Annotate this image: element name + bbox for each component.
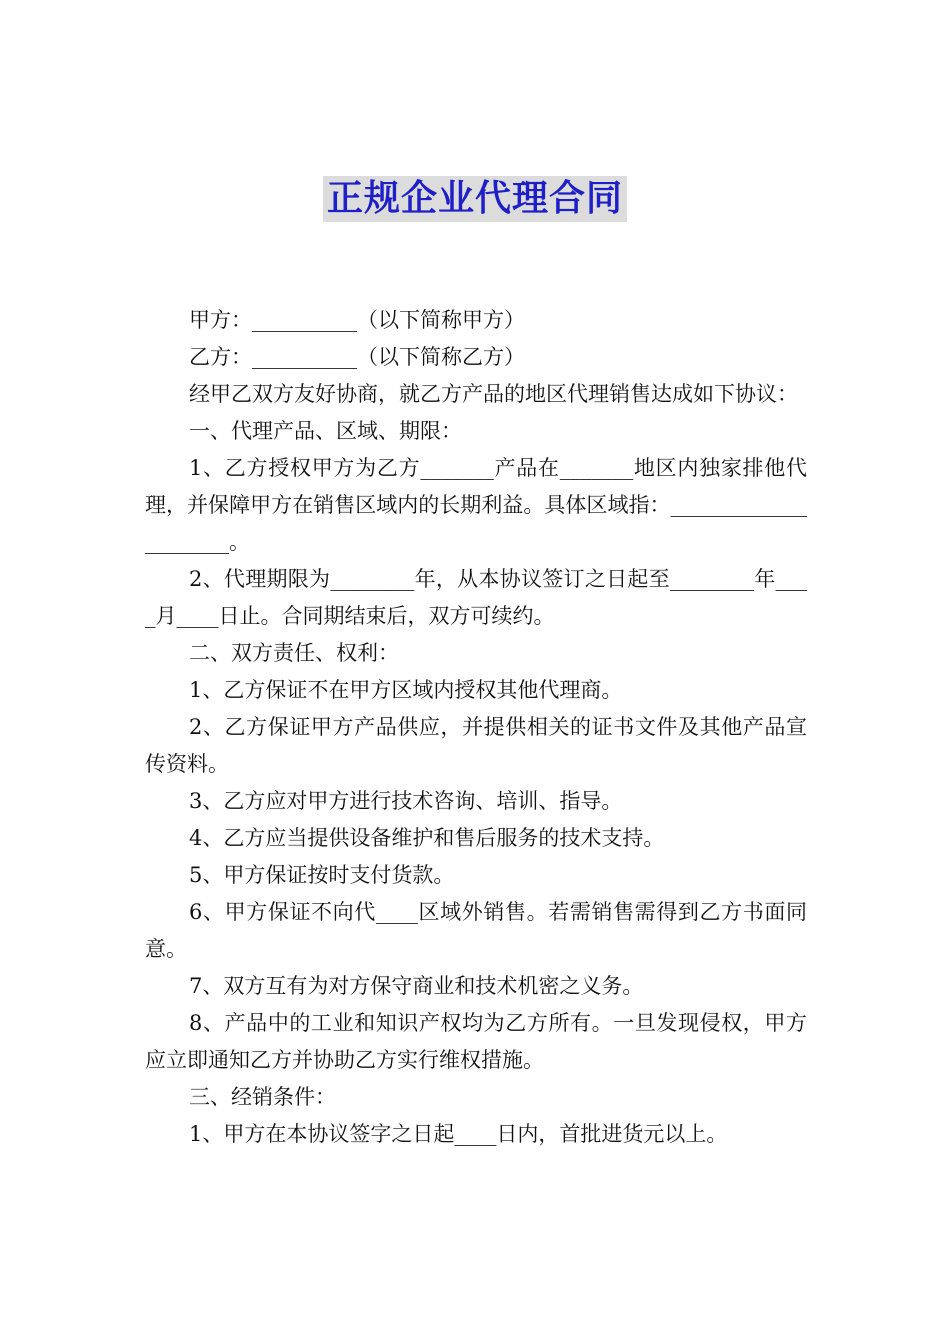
clause-1-2: 2、代理期限为________年，从本协议签订之日起至________年____月____日止。合同期结束后，双方可续约。 <box>145 567 807 628</box>
document-title: 正规企业代理合同 <box>323 176 627 222</box>
clause-3-1: 1、甲方在本协议签字之日起____日内，首批进货元以上。 <box>189 1122 728 1146</box>
clause-2-6: 6、甲方保证不向代____区域外销售。若需销售需得到乙方书面同意。 <box>145 900 807 961</box>
clause-2-8: 8、产品中的工业和知识产权均为乙方所有。一旦发现侵权，甲方应立即通知乙方并协助乙方实行维权措施。 <box>145 1011 807 1072</box>
clause-2-7: 7、双方互有为对方保守商业和技术机密之义务。 <box>189 974 644 998</box>
clause-2-3: 3、乙方应对甲方进行技术咨询、培训、指导。 <box>189 789 623 813</box>
party-a-line: 甲方：__________（以下简称甲方） <box>189 308 525 332</box>
document-body <box>145 302 807 1153</box>
party-b-line: 乙方：__________（以下简称乙方） <box>189 345 525 369</box>
clause-2-5: 5、甲方保证按时支付货款。 <box>189 863 455 887</box>
clause-2-2: 2、乙方保证甲方产品供应，并提供相关的证书文件及其他产品宣传资料。 <box>145 715 807 776</box>
clause-1-1: 1、乙方授权甲方为乙方_______产品在_______地区内独家排他代理，并保障甲方在销售区域内的长期利益。具体区域指：_____________________。 <box>145 456 807 554</box>
title-wrapper <box>0 176 950 222</box>
section-heading-2: 二、双方责任、权利： <box>189 641 399 665</box>
clause-2-1: 1、乙方保证不在甲方区域内授权其他代理商。 <box>189 678 623 702</box>
section-heading-1: 一、代理产品、区域、期限： <box>189 419 462 443</box>
clause-2-4: 4、乙方应当提供设备维护和售后服务的技术支持。 <box>189 826 665 850</box>
section-heading-3: 三、经销条件： <box>189 1085 336 1109</box>
preamble-paragraph: 经甲乙双方友好协商，就乙方产品的地区代理销售达成如下协议： <box>189 382 798 406</box>
